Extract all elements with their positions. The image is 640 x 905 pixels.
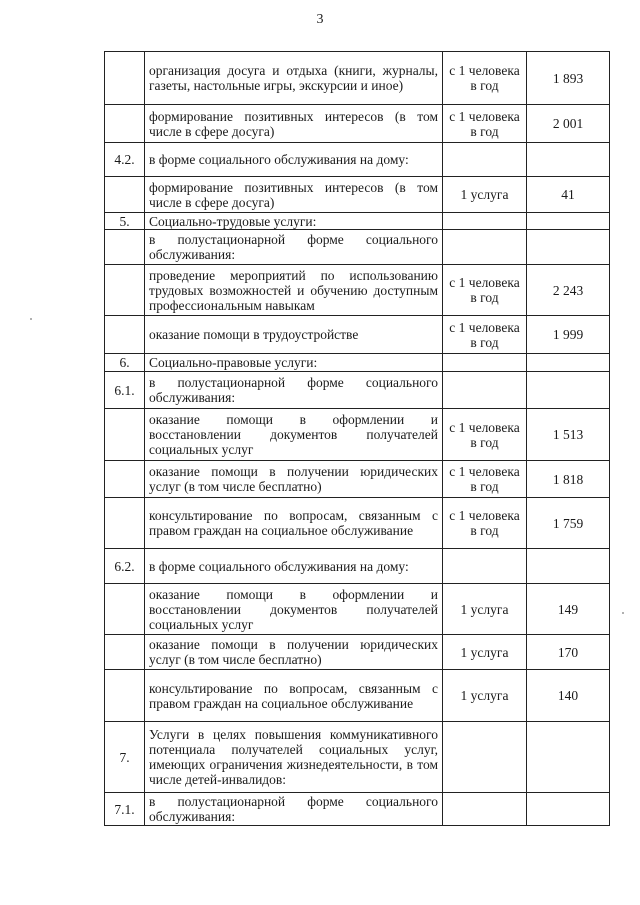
table-row: [105, 498, 610, 549]
service-description: Социально-трудовые услуги:: [145, 213, 443, 230]
row-number: 6.2.: [105, 549, 145, 584]
scan-speck: [30, 318, 32, 320]
service-description: формирование позитивных интересов (в том числе в сфере досуга): [145, 105, 443, 143]
page-number: 3: [316, 12, 324, 27]
table-row: [105, 316, 610, 354]
row-number: [105, 409, 145, 461]
service-description: Услуги в целях повышения коммуникативного потенциала получателей социальных услуг, имеющих ограничения жизнедеятельности, в том числе детей-инвалидов:: [145, 722, 443, 793]
tariff-value: 170: [527, 635, 610, 670]
unit-of-measure: с 1 человека в год: [443, 105, 527, 143]
unit-of-measure: [443, 793, 527, 826]
tariff-value: 140: [527, 670, 610, 722]
row-number: [105, 177, 145, 213]
tariff-table: [104, 51, 610, 826]
service-description: оказание помощи в оформлении и восстановлении документов получателей социальных услуг: [145, 409, 443, 461]
unit-of-measure: 1 услуга: [443, 670, 527, 722]
tariff-value: [527, 143, 610, 177]
service-description: в полустационарной форме социального обслуживания:: [145, 793, 443, 826]
row-number: [105, 635, 145, 670]
row-number: 7.: [105, 722, 145, 793]
service-description: консультирование по вопросам, связанным с правом граждан на социальное обслуживание: [145, 670, 443, 722]
tariff-value: [527, 372, 610, 409]
service-description: оказание помощи в трудоустройстве: [145, 316, 443, 354]
service-description: организация досуга и отдыха (книги, журналы, газеты, настольные игры, экскурсии и иное): [145, 52, 443, 105]
unit-of-measure: с 1 человека в год: [443, 265, 527, 316]
unit-of-measure: [443, 354, 527, 372]
row-number: 6.1.: [105, 372, 145, 409]
table-row: [105, 177, 610, 213]
row-number: [105, 265, 145, 316]
row-number: [105, 498, 145, 549]
tariff-value: [527, 722, 610, 793]
row-number: [105, 105, 145, 143]
table-row: [105, 461, 610, 498]
tariff-value: 1 999: [527, 316, 610, 354]
service-description: в форме социального обслуживания на дому:: [145, 143, 443, 177]
unit-of-measure: с 1 человека в год: [443, 409, 527, 461]
table-row: [105, 52, 610, 105]
table-row: [105, 549, 610, 584]
unit-of-measure: с 1 человека в год: [443, 52, 527, 105]
tariff-value: 1 818: [527, 461, 610, 498]
row-number: [105, 461, 145, 498]
table-row: [105, 793, 610, 826]
unit-of-measure: с 1 человека в год: [443, 498, 527, 549]
tariff-value: 1 513: [527, 409, 610, 461]
tariff-value: 1 759: [527, 498, 610, 549]
unit-of-measure: [443, 549, 527, 584]
tariff-value: [527, 549, 610, 584]
table-row: [105, 230, 610, 265]
table-row: [105, 354, 610, 372]
row-number: [105, 52, 145, 105]
service-description: проведение мероприятий по использованию трудовых возможностей и обучению доступным профессиональным навыкам: [145, 265, 443, 316]
table-row: [105, 213, 610, 230]
unit-of-measure: [443, 213, 527, 230]
service-description: оказание помощи в оформлении и восстановлении документов получателей социальных услуг: [145, 584, 443, 635]
table-row: [105, 670, 610, 722]
unit-of-measure: с 1 человека в год: [443, 461, 527, 498]
unit-of-measure: 1 услуга: [443, 584, 527, 635]
table-row: [105, 265, 610, 316]
table-row: [105, 584, 610, 635]
table-row: [105, 635, 610, 670]
tariff-value: 1 893: [527, 52, 610, 105]
service-description: в полустационарной форме социального обслуживания:: [145, 230, 443, 265]
unit-of-measure: [443, 230, 527, 265]
service-description: формирование позитивных интересов (в том числе в сфере досуга): [145, 177, 443, 213]
tariff-value: [527, 230, 610, 265]
unit-of-measure: [443, 372, 527, 409]
row-number: 7.1.: [105, 793, 145, 826]
row-number: [105, 670, 145, 722]
row-number: 6.: [105, 354, 145, 372]
row-number: [105, 584, 145, 635]
service-description: консультирование по вопросам, связанным с правом граждан на социальное обслуживание: [145, 498, 443, 549]
row-number: [105, 230, 145, 265]
tariff-value: 2 001: [527, 105, 610, 143]
tariff-value: 41: [527, 177, 610, 213]
service-description: в полустационарной форме социального обслуживания:: [145, 372, 443, 409]
table-row: [105, 722, 610, 793]
scan-speck: [622, 612, 624, 614]
unit-of-measure: [443, 722, 527, 793]
tariff-value: 2 243: [527, 265, 610, 316]
unit-of-measure: 1 услуга: [443, 177, 527, 213]
row-number: 5.: [105, 213, 145, 230]
unit-of-measure: с 1 человека в год: [443, 316, 527, 354]
unit-of-measure: 1 услуга: [443, 635, 527, 670]
unit-of-measure: [443, 143, 527, 177]
table-row: [105, 105, 610, 143]
service-description: Социально-правовые услуги:: [145, 354, 443, 372]
service-description: оказание помощи в получении юридических услуг (в том числе бесплатно): [145, 461, 443, 498]
service-description: в форме социального обслуживания на дому:: [145, 549, 443, 584]
service-description: оказание помощи в получении юридических услуг (в том числе бесплатно): [145, 635, 443, 670]
row-number: 4.2.: [105, 143, 145, 177]
table-row: [105, 143, 610, 177]
tariff-value: [527, 793, 610, 826]
tariff-value: [527, 213, 610, 230]
tariff-value: 149: [527, 584, 610, 635]
row-number: [105, 316, 145, 354]
tariff-value: [527, 354, 610, 372]
table-row: [105, 409, 610, 461]
table-row: [105, 372, 610, 409]
